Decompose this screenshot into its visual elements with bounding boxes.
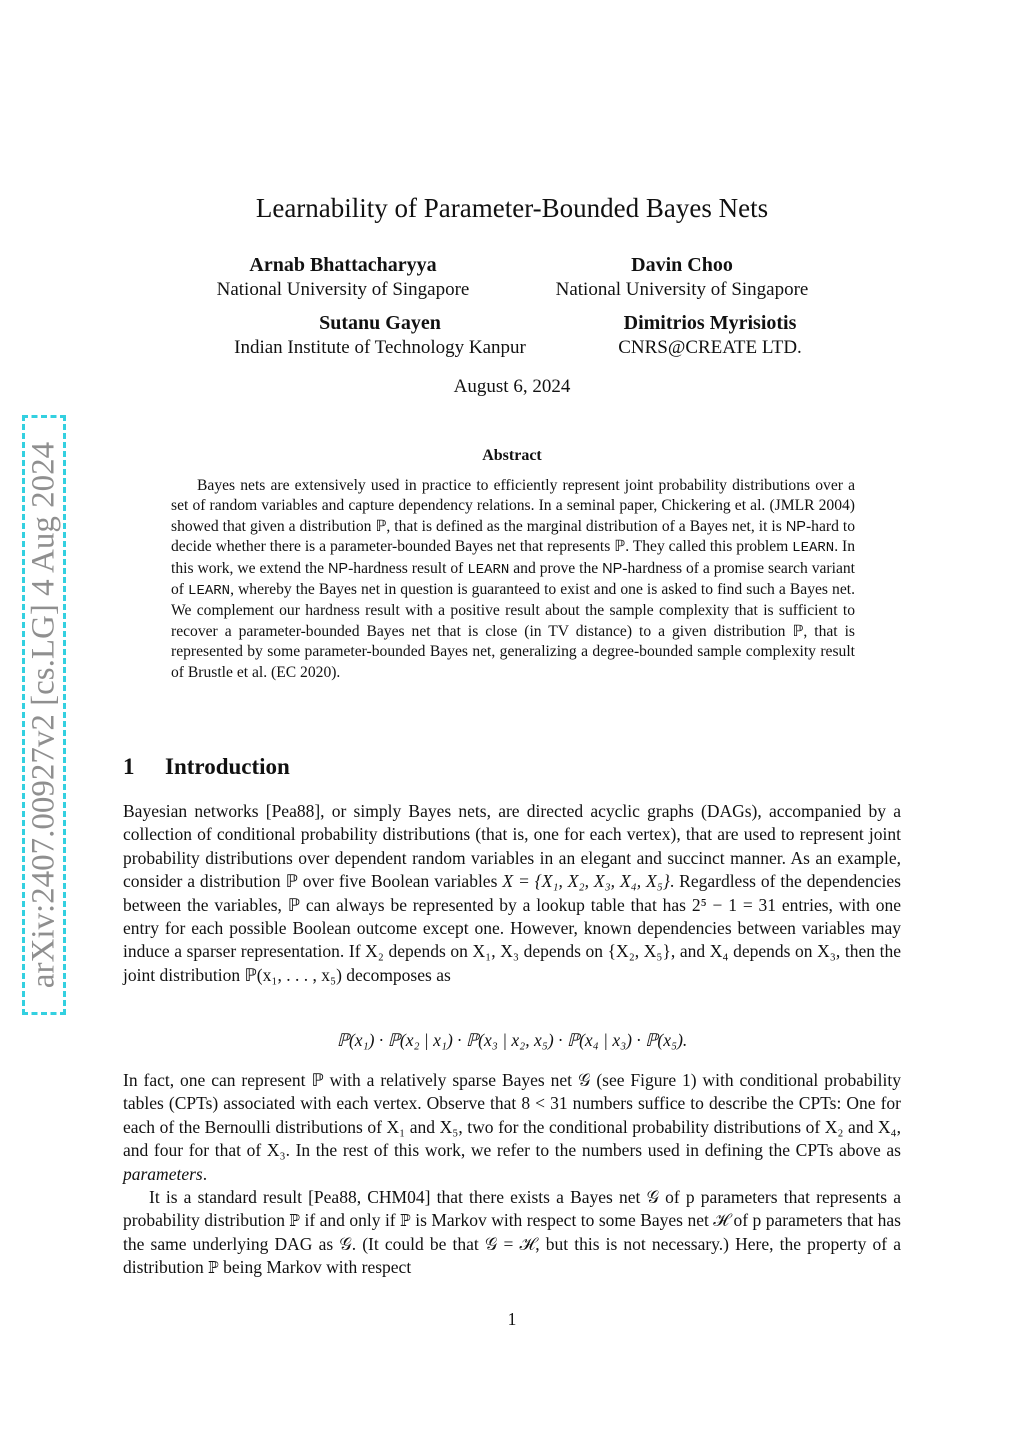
- arxiv-id: arXiv:2407.00927v2 [cs.LG] 4 Aug 2024: [25, 441, 62, 989]
- intro-paragraph-2: In fact, one can represent ℙ with a relatively sparse Bayes net 𝒢 (see Figure 1) with conditional probability tables (CPTs) associated with each vertex. Observe that 8 < 31 numbers suffice to describe the CPTs: One for each of the Bernoulli distributions of X₁ and X₅, two for the conditional probability distributions of X₂ and X₄, and four for that of X₃. In the rest of this work, we refer to the numbers used in defining the CPTs above as parameters.: [123, 1070, 901, 1184]
- author-block: [535, 253, 829, 303]
- author-name: Dimitrios Myrisiotis: [623, 312, 797, 334]
- author-affiliation: CNRS@CREATE LTD.: [618, 337, 802, 358]
- page-number: 1: [507, 1309, 517, 1329]
- abstract-text: Bayes nets are extensively used in practice to efficiently represent joint probability distributions over a set of random variables and capture dependency relations. In a seminal paper, Chickering et al. (JMLR 2004) showed that given a distribution ℙ, that is defined as the marginal distribution of a Bayes net, it is NP-hard to decide whether there is a parameter-bounded Bayes net that represents ℙ. They called this problem LEARN. In this work, we extend the NP-hardness result of LEARN and prove the NP-hardness of a promise search variant of LEARN, whereby the Bayes net in question is guaranteed to exist and one is asked to find such a Bayes net. We complement our hardness result with a positive result about the sample complexity that is sufficient to recover a parameter-bounded Bayes net that is close (in TV distance) to a given distribution ℙ, that is represented by some parameter-bounded Bayes net, generalizing a degree-bounded sample complexity result of Brustle et al. (EC 2020).: [171, 477, 855, 681]
- author-affiliation: Indian Institute of Technology Kanpur: [234, 337, 526, 358]
- equation: ℙ(x₁) · ℙ(x₂ | x₁) · ℙ(x₃ | x₂, x₅) · ℙ(x₄ | x₃) · ℙ(x₅).: [336, 1030, 688, 1050]
- section-heading: [123, 754, 290, 780]
- intro-paragraph-1: Bayesian networks [Pea88], or simply Bayes nets, are directed acyclic graphs (DAGs), accompanied by a collection of conditional probability distributions (that is, one for each vertex), that are used to represent joint probability distributions over dependent random variables in an elegant and succinct manner. As an example, consider a distribution ℙ over five Boolean variables X = {X₁, X₂, X₃, X₄, X₅}. Regardless of the dependencies between the variables, ℙ can always be represented by a lookup table that has 2⁵ − 1 = 31 entries, with one entry for each possible Boolean outcome except one. However, known dependencies between variables may induce a sparser representation. If X₂ depends on X₁, X₃ depends on {X₂, X₅}, and X₄ depends on X₃, then the joint distribution ℙ(x₁, . . . , x₅) decomposes as: [123, 801, 901, 985]
- section-number: 1: [123, 754, 135, 779]
- author-name: Sutanu Gayen: [319, 312, 441, 334]
- author-block: [580, 311, 840, 361]
- paper-date: August 6, 2024: [453, 376, 571, 397]
- arxiv-stamp[interactable]: [22, 415, 66, 1015]
- paper-title: Learnability of Parameter-Bounded Bayes Nets: [255, 193, 769, 223]
- section-title: Introduction: [165, 754, 290, 779]
- author-affiliation: National University of Singapore: [216, 279, 470, 300]
- author-block: [196, 253, 490, 303]
- author-block: [206, 311, 554, 361]
- intro-paragraph-3: It is a standard result [Pea88, CHM04] that there exists a Bayes net 𝒢 of p parameters that represents a probability distribution ℙ if and only if ℙ is Markov with respect to some Bayes net ℋ of p parameters that has the same underlying DAG as 𝒢. (It could be that 𝒢 = ℋ, but this is not necessary.) Here, the property of a distribution ℙ being Markov with respect: [123, 1187, 901, 1278]
- author-name: Davin Choo: [631, 254, 733, 276]
- author-affiliation: National University of Singapore: [555, 279, 809, 300]
- author-name: Arnab Bhattacharyya: [249, 254, 437, 276]
- abstract-heading: Abstract: [482, 447, 542, 464]
